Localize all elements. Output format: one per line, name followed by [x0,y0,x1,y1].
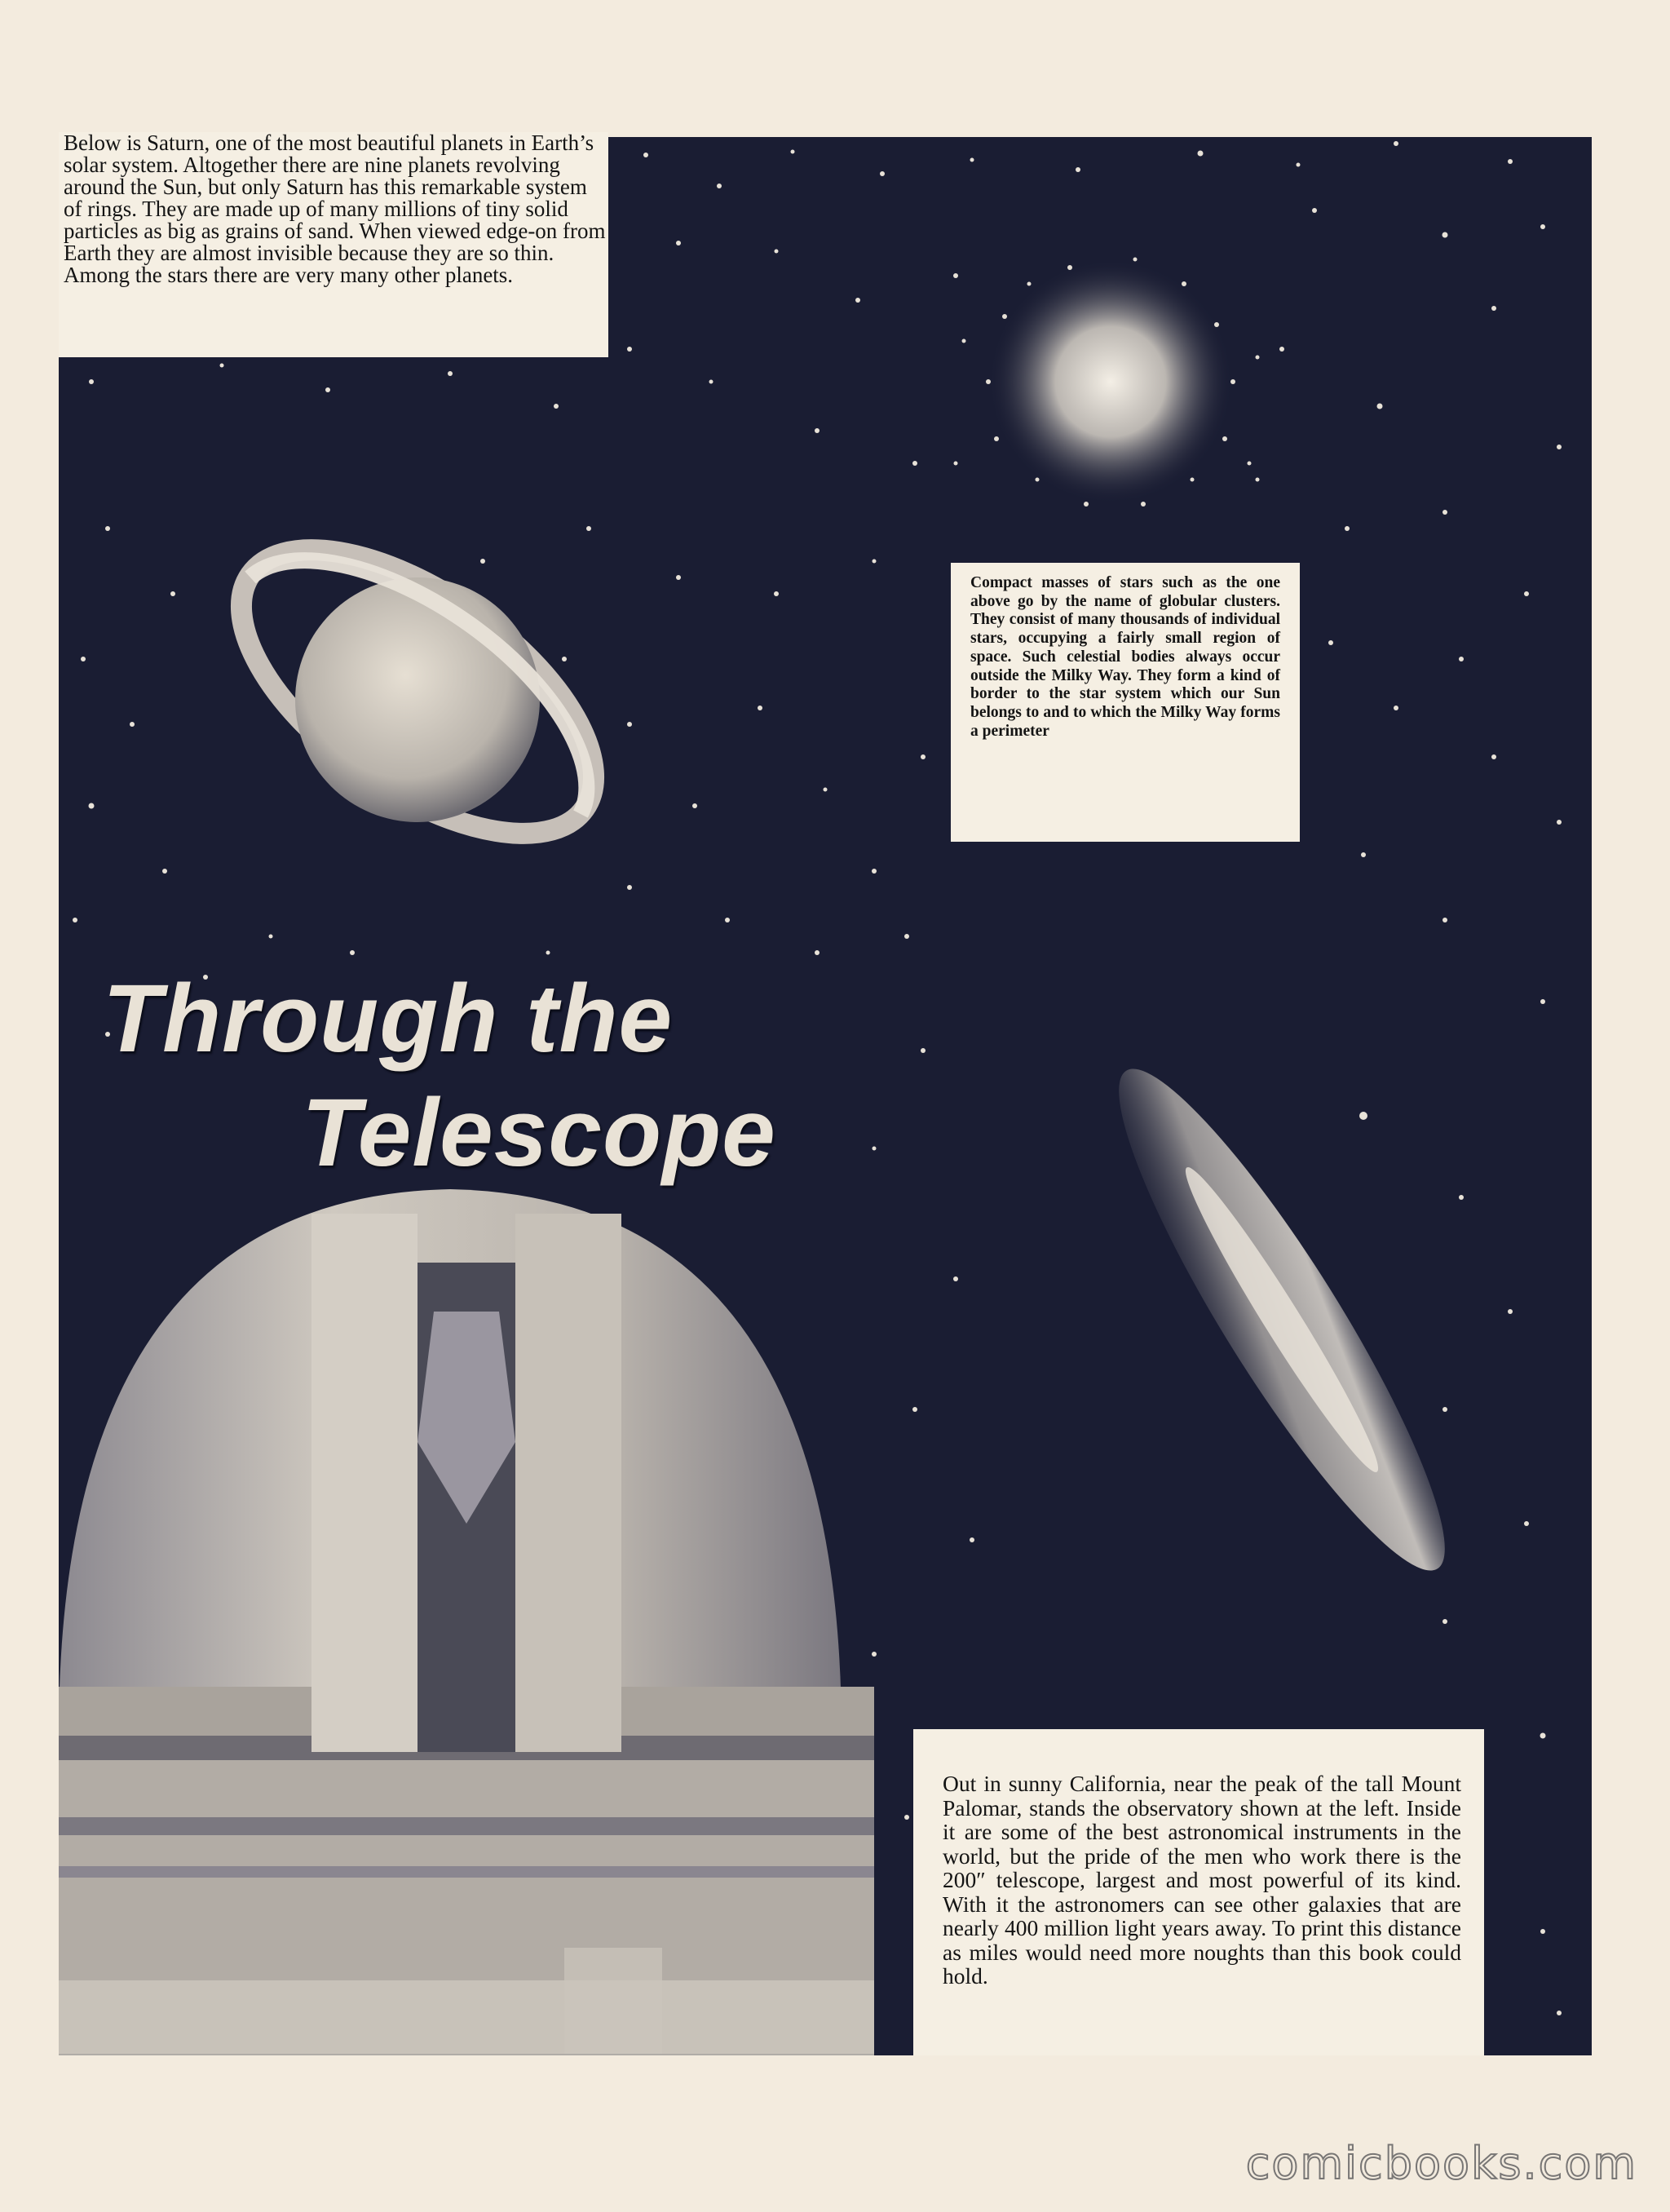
headline-line-2: Telescope [302,1079,776,1187]
saturn-caption-box [59,132,608,357]
globular-cluster [954,258,1260,507]
observatory-caption-box [913,1729,1484,2055]
site-watermark: comicbooks.com [1245,2138,1637,2189]
galaxy-illustration [1078,1041,1486,1599]
globular-cluster-caption-text: Compact masses of stars such as the one above go by the name of globular clusters. They consist of many thousands of individual stars, occupying a fairly small region of space. Such celestial bodies always occur outside the Milky Way. They form a kind of border to the star system which our Sun belongs to and to which the Milky Way forms a perimeter [970,574,1280,740]
saturn-caption-text: Below is Saturn, one of the most beautiful planets in Earth’s solar system. Altogether there are nine planets revolving around the Sun, but only Saturn has this remarkable system of rings. They are made up of many millions of tiny solid particles as big as grains of sand. When viewed edge-on from Earth they are almost invisible because they are so thin. Among the stars there are very many other planets. [64,131,606,287]
saturn-illustration [194,494,640,888]
headline-line-1: Through the [103,965,674,1073]
globular-cluster-caption-box [951,563,1300,842]
observatory-caption-text: Out in sunny California, near the peak of the tall Mount Palomar, stands the observatory shown at the left. Inside it are some of the best astronomical instruments in the world, but the pride of the men who work there is the 200″ telescope, largest and most powerful of its kind. With it the astronomers can see other galaxies that are nearly 400 million light years away. To print this distance as miles would need more noughts than this book could hold. [943,1771,1461,1989]
observatory-illustration [59,1189,874,2055]
